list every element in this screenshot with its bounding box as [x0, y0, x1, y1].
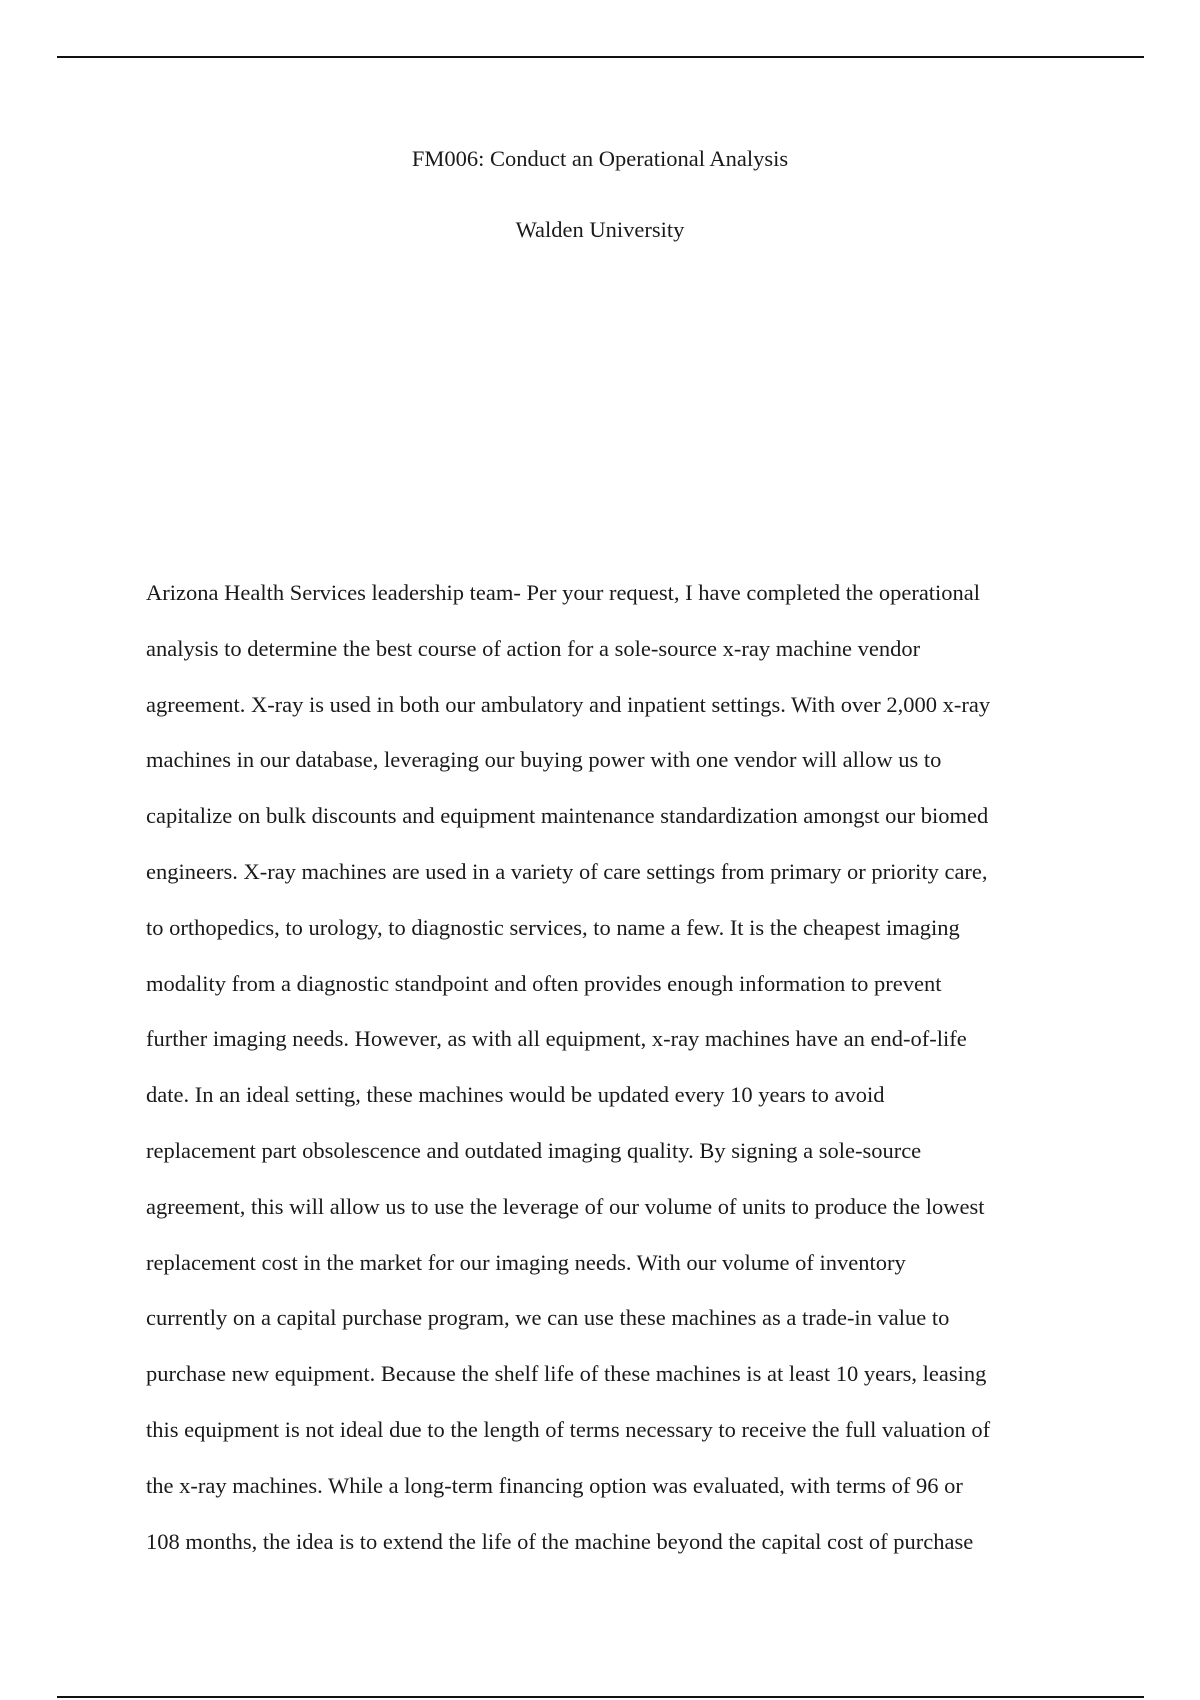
body-line: further imaging needs. However, as with all equipment, x-ray machines have an end-of-life [146, 1026, 967, 1052]
body-line: agreement. X-ray is used in both our ambulatory and inpatient settings. With over 2,000 x-ray [146, 691, 991, 717]
body-line: this equipment is not ideal due to the length of terms necessary to receive the full valuation of [146, 1416, 991, 1442]
body-paragraph [146, 576, 1066, 1580]
body-line: to orthopedics, to urology, to diagnostic services, to name a few. It is the cheapest imaging [146, 914, 960, 940]
institution-name: Walden University [515, 217, 685, 242]
body-line: agreement, this will allow us to use the leverage of our volume of units to produce the lowest [146, 1193, 985, 1219]
body-line: machines in our database, leveraging our buying power with one vendor will allow us to [146, 747, 942, 773]
body-line: modality from a diagnostic standpoint and often provides enough information to prevent [146, 970, 942, 996]
body-line: replacement cost in the market for our imaging needs. With our volume of inventory [146, 1249, 906, 1275]
body-line: analysis to determine the best course of action for a sole-source x-ray machine vendor [146, 635, 921, 661]
document-title: FM006: Conduct an Operational Analysis [411, 146, 789, 171]
body-line: replacement part obsolescence and outdated imaging quality. By signing a sole-source [146, 1137, 922, 1163]
bottom-rule [57, 1696, 1144, 1698]
body-line: 108 months, the idea is to extend the life of the machine beyond the capital cost of purchase [146, 1528, 974, 1554]
body-line: Arizona Health Services leadership team- Per your request, I have completed the operational [146, 580, 981, 605]
body-line: the x-ray machines. While a long-term financing option was evaluated, with terms of 96 or [146, 1472, 963, 1498]
body-line: currently on a capital purchase program, we can use these machines as a trade-in value to [146, 1305, 950, 1331]
top-rule [57, 56, 1144, 58]
body-line: capitalize on bulk discounts and equipment maintenance standardization amongst our biomed [146, 803, 989, 829]
body-line: date. In an ideal setting, these machines would be updated every 10 years to avoid [146, 1082, 885, 1108]
body-line: purchase new equipment. Because the shelf life of these machines is at least 10 years, leasing [146, 1361, 987, 1387]
body-line: engineers. X-ray machines are used in a variety of care settings from primary or priority care, [146, 858, 988, 884]
